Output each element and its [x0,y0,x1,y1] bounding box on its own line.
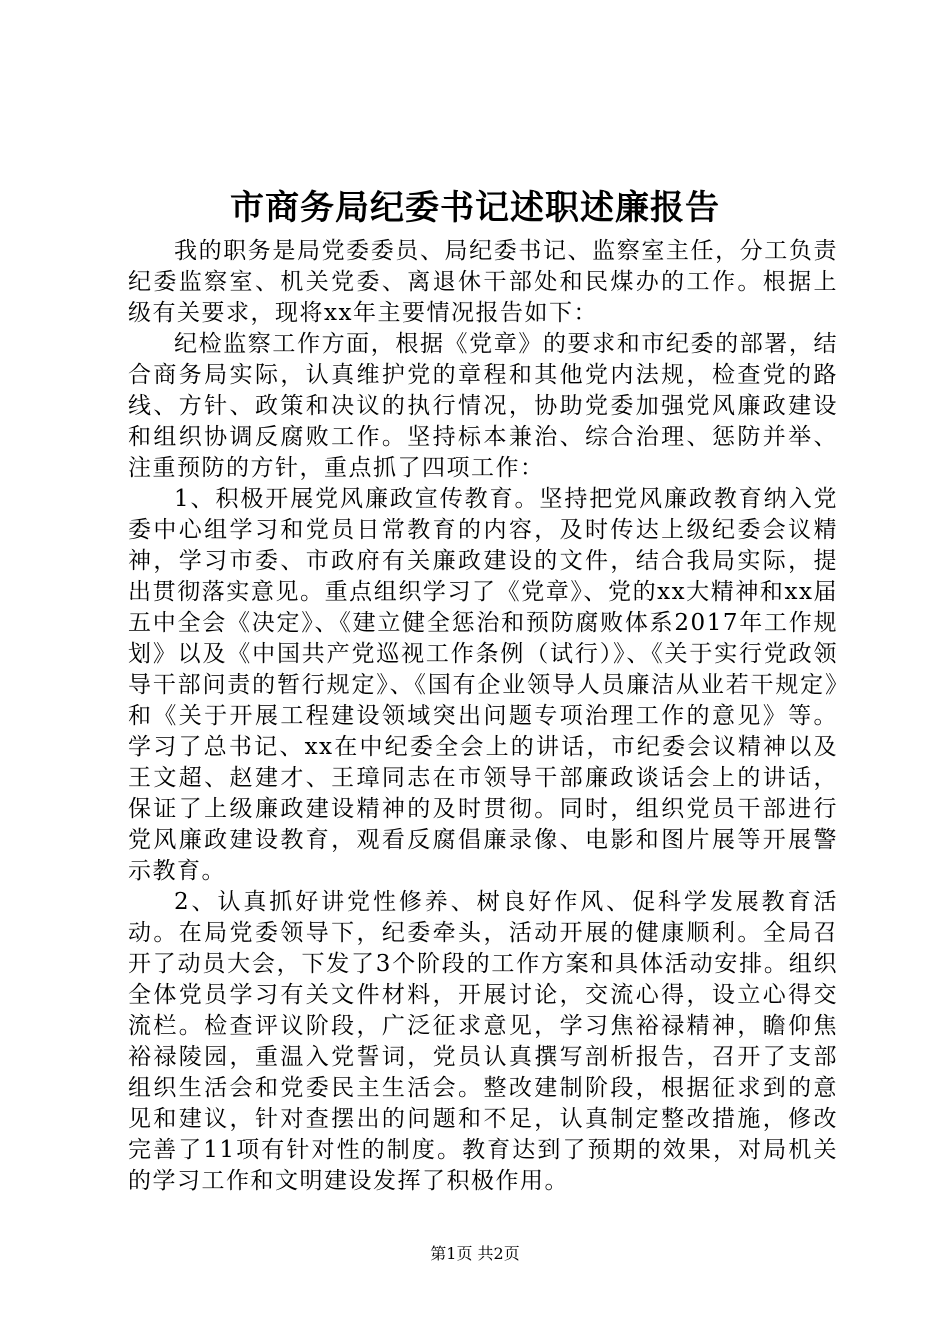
paragraph-discipline-work: 纪检监察工作方面，根据《党章》的要求和市纪委的部署，结合商务局实际，认真维护党的章程和其他党内法规，检查党的路线、方针、政策和决议的执行情况，协助党委加强党风廉政建设和组织协调反腐败工作。坚持标本兼治、综合治理、惩防并举、注重预防的方针，重点抓了四项工作： [128,331,838,481]
paragraph-intro: 我的职务是局党委委员、局纪委书记、监察室主任，分工负责纪委监察室、机关党委、离退休干部处和民煤办的工作。根据上级有关要求，现将xx年主要情况报告如下： [128,238,838,326]
paragraph-item-1: 1、积极开展党风廉政宣传教育。坚持把党风廉政教育纳入党委中心组学习和党员日常教育的内容，及时传达上级纪委会议精神，学习市委、市政府有关廉政建设的文件，结合我局实际，提出贯彻落实意见。重点组织学习了《党章》、党的xx大精神和xx届五中全会《决定》、《建立健全惩治和预防腐败体系2017年工作规划》以及《中国共产党巡视工作条例（试行）》、《关于实行党政领导干部问责的暂行规定》、《国有企业领导人员廉洁从业若干规定》和《关于开展工程建设领域突出问题专项治理工作的意见》等。学习了总书记、xx在中纪委全会上的讲话，市纪委会议精神以及王文超、赵建才、王璋同志在市领导干部廉政谈话会上的讲话，保证了上级廉政建设精神的及时贯彻。同时，组织党员干部进行党风廉政建设教育，观看反腐倡廉录像、电影和图片展等开展警示教育。 [128,486,838,884]
document-body [128,236,838,1197]
page-footer: 第1页 共2页 [430,1244,520,1263]
document-title: 市商务局纪委书记述职述廉报告 [230,188,720,228]
paragraph-item-2: 2、认真抓好讲党性修养、树良好作风、促科学发展教育活动。在局党委领导下，纪委牵头，活动开展的健康顺利。全局召开了动员大会，下发了3个阶段的工作方案和具体活动安排。组织全体党员学习有关文件材料，开展讨论，交流心得，设立心得交流栏。检查评议阶段，广泛征求意见，学习焦裕禄精神，瞻仰焦裕禄陵园，重温入党誓词，党员认真撰写剖析报告，召开了支部组织生活会和党委民主生活会。整改建制阶段，根据征求到的意见和建议，针对查摆出的问题和不足，认真制定整改措施，修改完善了11项有针对性的制度。教育达到了预期的效果，对局机关的学习工作和文明建设发挥了积极作用。 [128,889,838,1194]
